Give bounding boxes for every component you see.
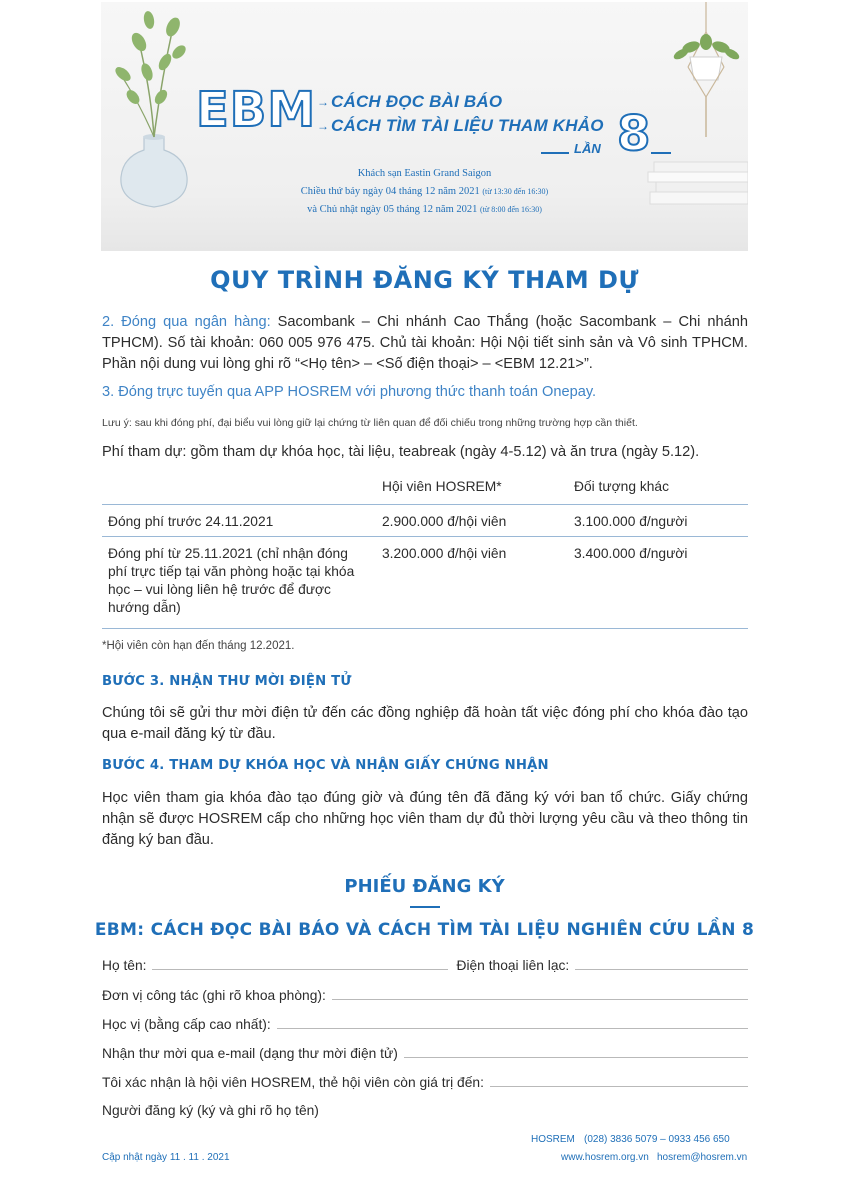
form-row-degree xyxy=(102,1017,748,1032)
date1-main: Chiều thứ bảy ngày 04 tháng 12 năm 2021 xyxy=(300,186,480,197)
fee-cell: Đóng phí từ 25.11.2021 (chỉ nhận đóng phí trực tiếp tại văn phòng hoặc tại khóa học – vui lòng liên hệ trước để được hướng dẫn) xyxy=(102,536,376,628)
footer-website[interactable]: www.hosrem.org.vn xyxy=(561,1152,649,1163)
step2-paragraph xyxy=(102,312,748,375)
fee-cell: 3.100.000 đ/người xyxy=(568,504,748,536)
form-row-name-phone xyxy=(102,958,748,973)
email-field[interactable] xyxy=(404,1057,748,1058)
venue-text: Khách sạn Eastin Grand Saigon xyxy=(357,168,492,179)
form-subtitle: EBM: CÁCH ĐỌC BÀI BÁO VÀ CÁCH TÌM TÀI LIỆU NGHIÊN CỨU LẦN 8 xyxy=(94,920,755,940)
form-row-email xyxy=(102,1046,748,1061)
form-row-signer xyxy=(102,1103,748,1118)
update-date: Cập nhật ngày 11 . 11 . 2021 xyxy=(102,1152,230,1163)
table-row xyxy=(102,536,748,628)
footer-org: HOSREM xyxy=(531,1134,575,1145)
event-banner xyxy=(101,2,748,251)
date-line-2 xyxy=(101,204,748,215)
signer-label: Người đăng ký (ký và ghi rõ họ tên) xyxy=(102,1103,319,1118)
arrow-icon: → xyxy=(317,119,329,133)
ebm-logo: EBM xyxy=(196,82,317,138)
step4-paragraph: Học viên tham gia khóa đào tạo đúng giờ và đúng tên đã đăng ký với ban tổ chức. Giấy chứng nhận sẽ được HOSREM cấp cho những học viên tham dự đủ thời lượng yêu cầu và theo thông tin đăng ký ban đầu. xyxy=(102,790,748,848)
step2-label: 2. Đóng qua ngân hàng: xyxy=(102,314,271,330)
form-row-unit xyxy=(102,988,748,1003)
books-illustration xyxy=(646,152,748,212)
fee-header-blank xyxy=(102,474,376,504)
date2-time: (từ 8:00 đến 16:30) xyxy=(480,205,542,214)
payment-note: Lưu ý: sau khi đóng phí, đại biểu vui lòng giữ lại chứng từ liên quan để đối chiếu trong những trường hợp cần thiết. xyxy=(102,417,638,429)
plant-vase-illustration xyxy=(109,2,199,212)
fee-header-member: Hội viên HOSREM* xyxy=(382,479,502,494)
step3-heading: BƯỚC 3. NHẬN THƯ MỜI ĐIỆN TỬ xyxy=(102,674,352,689)
step3-paragraph: Chúng tôi sẽ gửi thư mời điện tử đến các đồng nghiệp đã hoàn tất việc đóng phí cho khóa đào tạo qua e-mail đăng ký từ đầu. xyxy=(102,705,748,742)
fee-intro: Phí tham dự: gồm tham dự khóa học, tài liệu, teabreak (ngày 4-5.12) và ăn trưa (ngày 5.12). xyxy=(102,444,700,460)
form-title: PHIẾU ĐĂNG KÝ xyxy=(344,876,505,897)
banner-title-line2: CÁCH TÌM TÀI LIỆU THAM KHẢO xyxy=(331,116,604,135)
degree-field[interactable] xyxy=(277,1028,748,1029)
date2-main: và Chủ nhật ngày 05 tháng 12 năm 2021 xyxy=(307,204,478,215)
name-label: Họ tên: xyxy=(102,958,147,973)
step4-heading: BƯỚC 4. THAM DỰ KHÓA HỌC VÀ NHẬN GIẤY CHỨNG NHẬN xyxy=(102,758,549,773)
banner-title-line1: CÁCH ĐỌC BÀI BÁO xyxy=(331,92,503,111)
edition-label: LẦN xyxy=(574,141,601,156)
fee-table xyxy=(102,474,748,629)
table-row xyxy=(102,504,748,536)
page-title: QUY TRÌNH ĐĂNG KÝ THAM DỰ xyxy=(210,266,639,294)
phone-field[interactable] xyxy=(575,969,748,970)
fee-cell: 3.200.000 đ/hội viên xyxy=(376,536,568,628)
degree-label: Học vị (bằng cấp cao nhất): xyxy=(102,1017,271,1032)
footer-phones: (028) 3836 5079 – 0933 456 650 xyxy=(584,1134,730,1145)
edition-number: 8 xyxy=(617,106,651,162)
fee-header-other: Đối tượng khác xyxy=(574,479,669,494)
fee-cell: 3.400.000 đ/người xyxy=(568,536,748,628)
date1-time: (từ 13:30 đến 16:30) xyxy=(482,187,549,196)
phone-label: Điện thoại liên lạc: xyxy=(456,958,570,973)
fee-cell: 2.900.000 đ/hội viên xyxy=(376,504,568,536)
email-label: Nhận thư mời qua e-mail (dạng thư mời điện tử) xyxy=(102,1046,398,1061)
name-field[interactable] xyxy=(152,969,448,970)
unit-field[interactable] xyxy=(332,999,748,1000)
step2-text: Sacombank – Chi nhánh Cao Thắng (hoặc Sacombank – Chi nhánh TPHCM). Số tài khoản: 060 005 976 475. Chủ tài khoản: Hội Nội tiết sinh sản và Vô sinh TPHCM. Phần nội dung vui lòng ghi rõ “<Họ tên> – <Số điện thoại> – <EBM 12.21>”. xyxy=(102,314,748,372)
member-footnote: *Hội viên còn hạn đến tháng 12.2021. xyxy=(102,640,295,652)
decorative-dash xyxy=(541,152,569,154)
decorative-dash xyxy=(651,152,671,154)
unit-label: Đơn vị công tác (ghi rõ khoa phòng): xyxy=(102,988,326,1003)
arrow-icon: → xyxy=(317,95,329,109)
date-line-1 xyxy=(101,186,748,197)
fee-cell: Đóng phí trước 24.11.2021 xyxy=(102,504,376,536)
hanging-plant-illustration xyxy=(666,2,746,142)
footer-email[interactable]: hosrem@hosrem.vn xyxy=(657,1152,748,1163)
member-expiry-field[interactable] xyxy=(490,1086,748,1087)
member-label: Tôi xác nhận là hội viên HOSREM, thẻ hội viên còn giá trị đến: xyxy=(102,1075,484,1090)
step3-online-payment: 3. Đóng trực tuyến qua APP HOSREM với phương thức thanh toán Onepay. xyxy=(102,384,597,400)
form-title-divider xyxy=(410,906,440,908)
form-row-member xyxy=(102,1075,748,1090)
